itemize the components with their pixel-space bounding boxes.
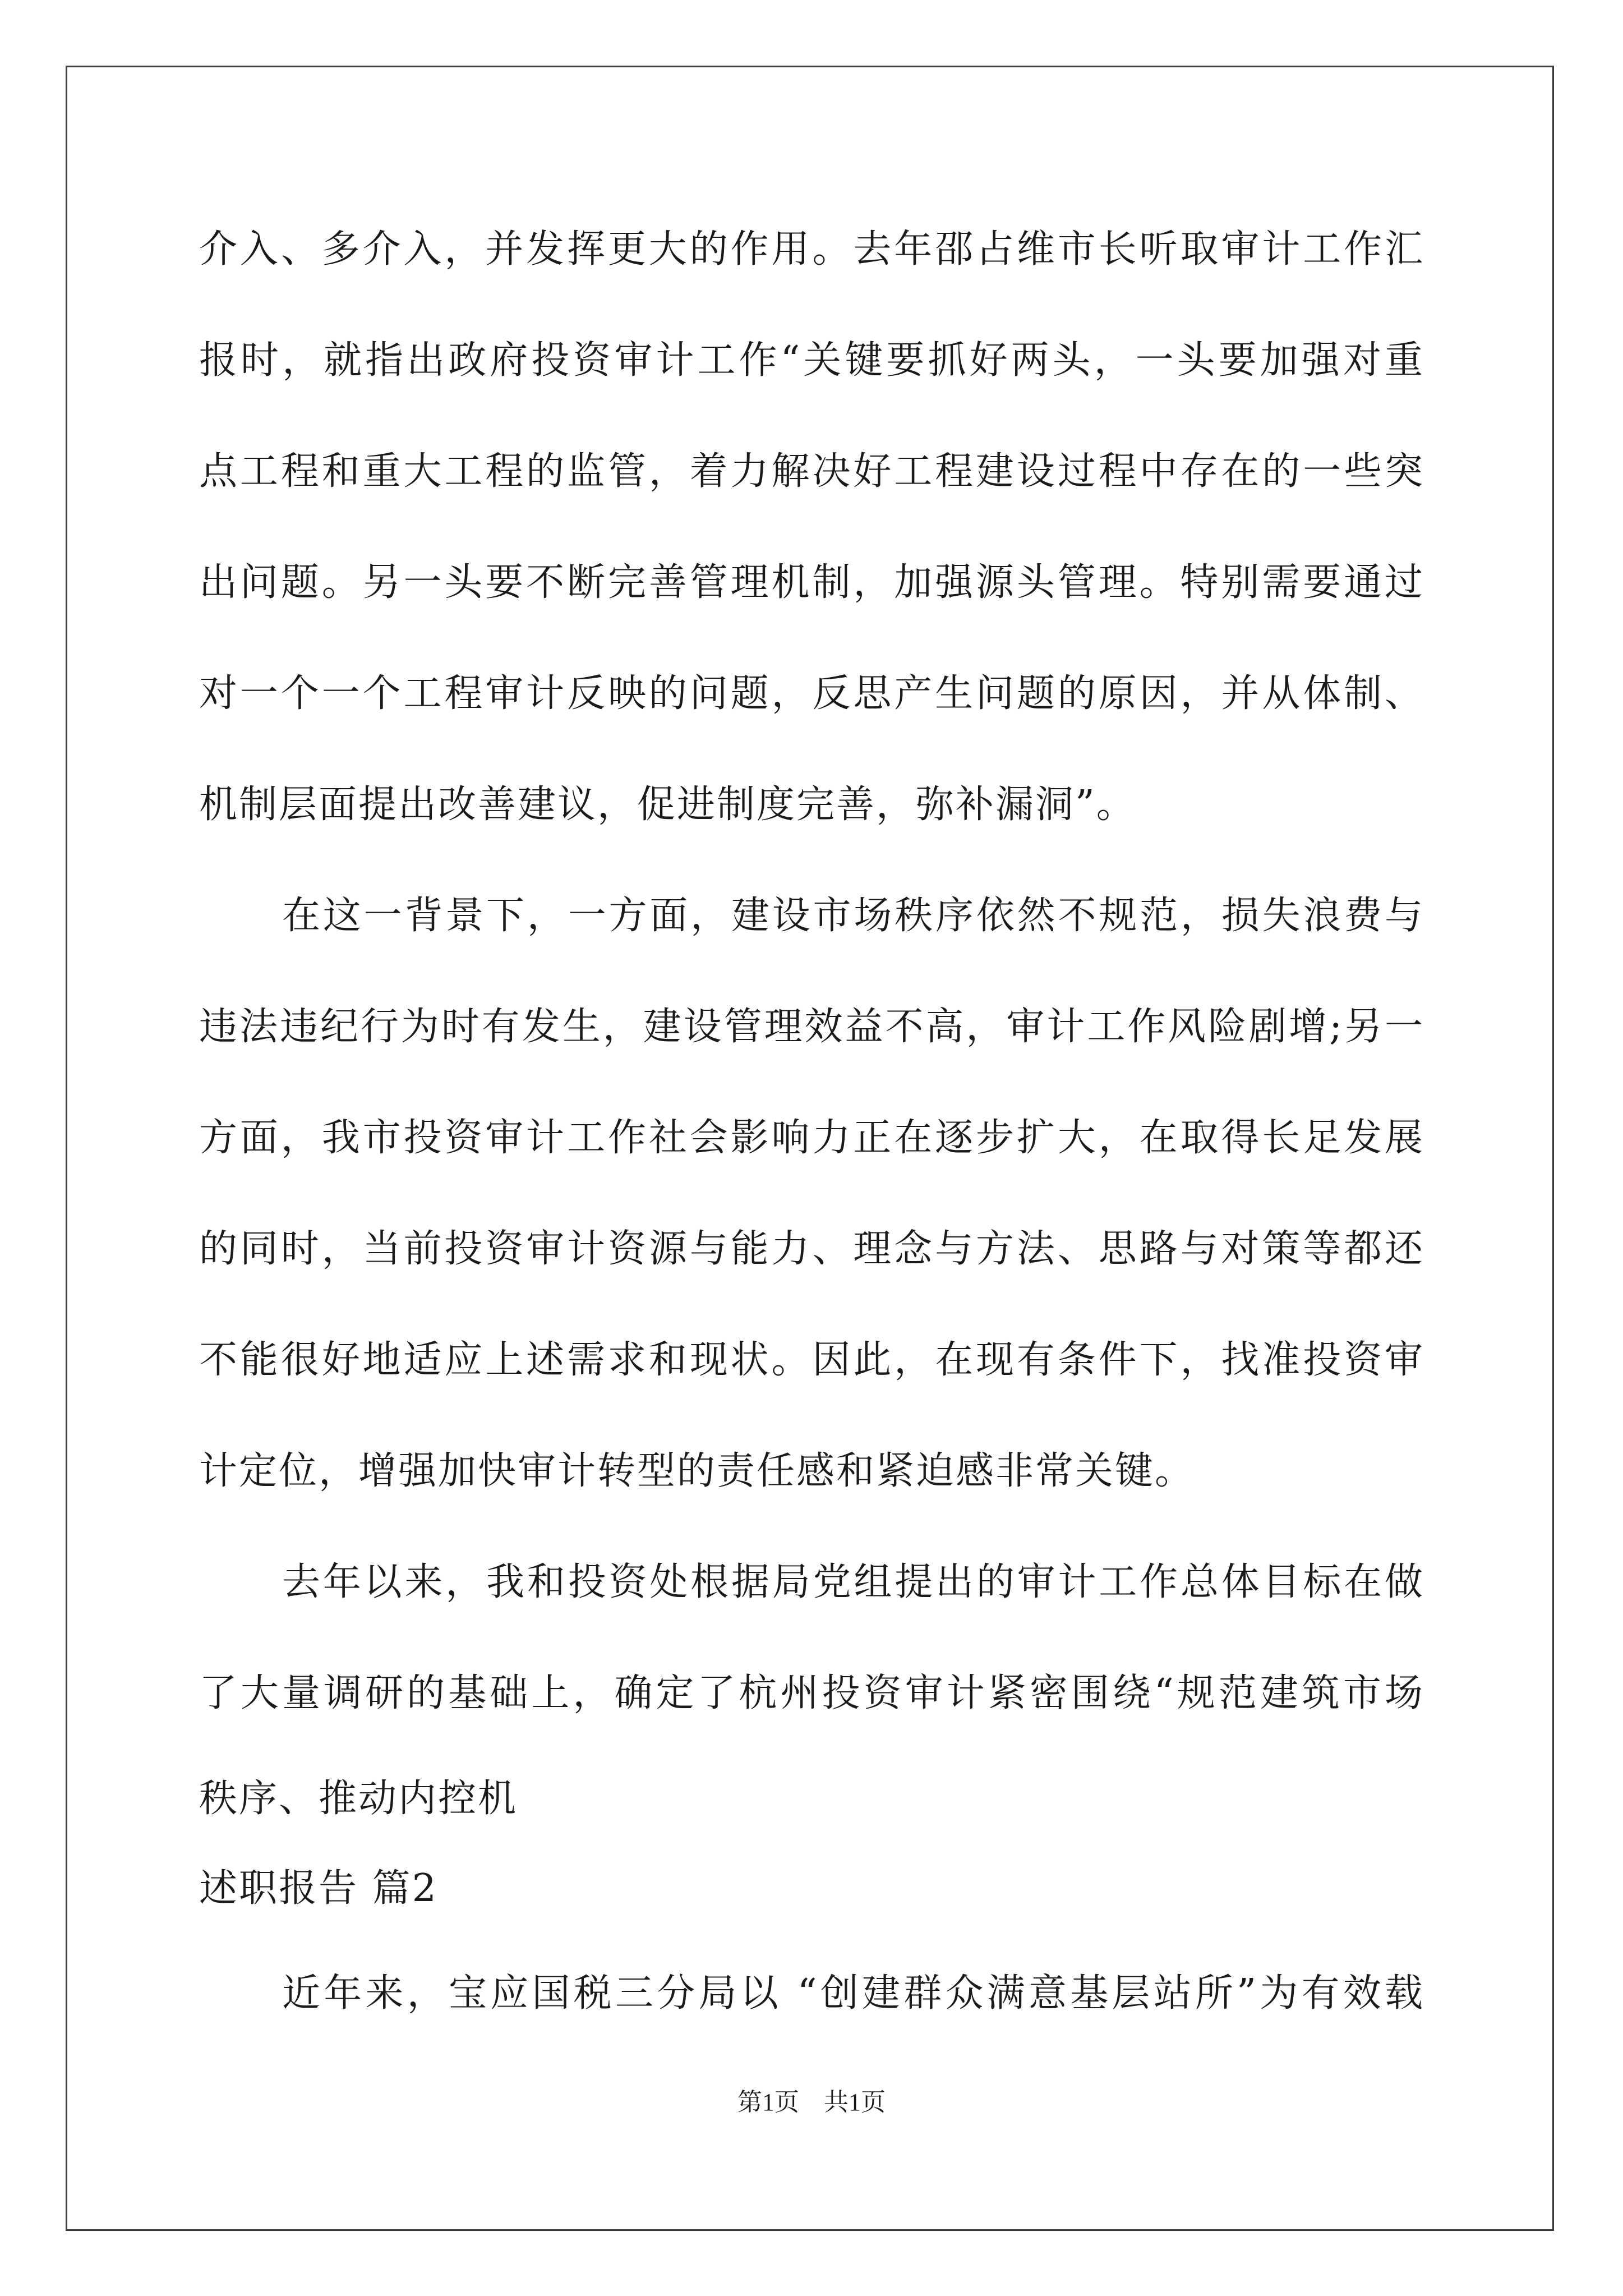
text-line: 点工程和重大工程的监管，着力解决好工程建设过程中存在的一些突 [199,449,1424,494]
text-line: 不能很好地适应上述需求和现状。因此，在现有条件下，找准投资审 [199,1338,1424,1382]
text-line: 在这一背景下，一方面，建设市场秩序依然不规范，损失浪费与 [282,894,1424,938]
text-line: 出问题。另一头要不断完善管理机制，加强源头管理。特别需要通过 [199,560,1424,605]
text-line: 报时，就指出政府投资审计工作“关键要抓好两头，一头要加强对重 [199,338,1424,383]
text-line: 近年来，宝应国税三分局以 “创建群众满意基层站所”为有效载 [282,1971,1424,2016]
text-line: 去年以来，我和投资处根据局党组提出的审计工作总体目标在做 [282,1560,1424,1604]
text-line: 机制层面提出改善建议，促进制度完善，弥补漏洞”。 [199,783,1136,827]
text-line: 方面，我市投资审计工作社会影响力正在逐步扩大，在取得长足发展 [199,1116,1424,1160]
text-line: 介入、多介入，并发挥更大的作用。去年邵占维市长听取审计工作汇 [199,227,1424,272]
section-heading: 述职报告 篇2 [199,1866,438,1911]
text-line: 对一个一个工程审计反映的问题，反思产生问题的原因，并从体制、 [199,671,1424,716]
text-line: 计定位，增强加快审计转型的责任感和紧迫感非常关键。 [199,1449,1195,1493]
page-footer: 第1页 共1页 [737,2088,886,2116]
text-line: 违法违纪行为时有发生，建设管理效益不高，审计工作风险剧增;另一 [199,1005,1424,1049]
text-line: 的同时，当前投资审计资源与能力、理念与方法、思路与对策等都还 [199,1227,1424,1271]
text-line: 了大量调研的基础上，确定了杭州投资审计紧密围绕“规范建筑市场 [199,1671,1424,1715]
text-line: 秩序、推动内控机 [199,1777,518,1821]
